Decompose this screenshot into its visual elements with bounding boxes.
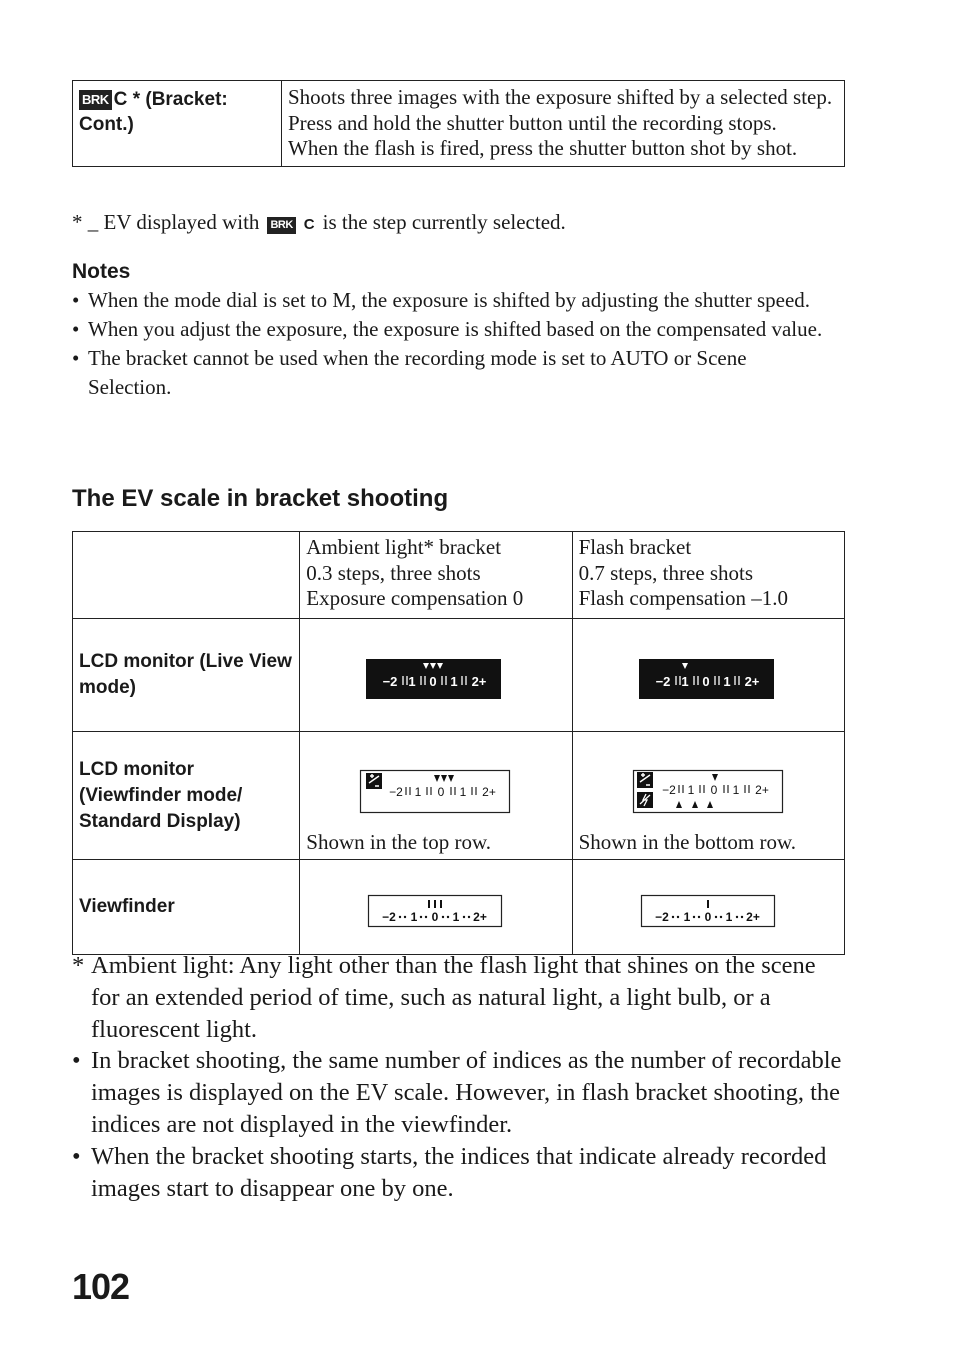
bracket-mode-description xyxy=(282,81,845,167)
ambient-light-footnote-text: Ambient light: Any light other than the flash light that shines on the scene for an extended period of time, such as natural light, a light bulb, or a fluorescent light. xyxy=(91,952,816,1043)
ambient-lcd-viewfinder-cell xyxy=(300,732,572,860)
scale-label: 1 xyxy=(725,910,732,924)
desc-line: Shoots three images with the exposure shifted by a selected step. xyxy=(288,85,833,109)
ambient-header-line: Exposure compensation 0 xyxy=(306,586,524,610)
flash-lcd-live-cell xyxy=(572,619,844,732)
bracket-mode-label: * (Bracket: Cont.) xyxy=(79,89,228,135)
scale-indices xyxy=(434,775,454,782)
scale-indices xyxy=(423,663,443,669)
page-number: 102 xyxy=(72,1266,130,1307)
scale-label: −2 xyxy=(661,783,676,797)
bottom-note-item xyxy=(72,1045,847,1140)
bracket-mode-label-cell xyxy=(73,81,282,167)
ev-scale-viewfinder-ambient xyxy=(300,860,571,948)
bottom-note-text: In bracket shooting, the same number of indices as the number of recordable images is displayed on the EV scale. However, in flash bracket shooting, the indices are not displayed in the viewfinder. xyxy=(91,1047,842,1138)
flash-lcd-viewfinder-cell xyxy=(572,732,844,860)
scale-label: 2+ xyxy=(754,783,769,797)
ev-scale-lcd-live-ambient xyxy=(300,619,571,725)
bottom-note-text: When the bracket shooting starts, the indices that indicate already recorded images start to disappear one by one. xyxy=(91,1142,827,1202)
scale-label: 1 xyxy=(687,783,694,797)
note-item: • When the mode dial is set to M, the exposure is shifted by adjusting the shutter speed. xyxy=(72,286,832,315)
scale-label: 0 xyxy=(437,785,445,799)
bottom-notes-list xyxy=(72,950,847,1204)
ambient-light-footnote xyxy=(72,950,847,1045)
brk-icon: BRK xyxy=(79,90,112,110)
flash-header-line: Flash bracket xyxy=(578,535,692,559)
scale-label: 1 xyxy=(452,910,460,924)
ev-table-corner xyxy=(73,532,300,619)
scale-label: 0 xyxy=(429,674,437,689)
flash-header xyxy=(572,532,844,619)
ambient-header xyxy=(300,532,572,619)
scale-label: 1 xyxy=(681,674,689,689)
scale-label: −2 xyxy=(389,785,404,799)
flash-header-line: Flash compensation –1.0 xyxy=(578,586,789,610)
scale-label: 2+ xyxy=(473,910,488,924)
ev-table-header-row xyxy=(73,532,845,619)
scale-label: 1 xyxy=(683,910,690,924)
section-heading: The EV scale in bracket shooting xyxy=(72,485,449,512)
bottom-note-item xyxy=(72,1141,847,1205)
desc-line: Press and hold the shutter button until the recording stops. xyxy=(288,110,777,135)
notes-heading: Notes xyxy=(72,260,131,283)
scale-label: 1 xyxy=(459,785,467,799)
ev-scale-viewfinder-flash xyxy=(573,860,846,948)
note-item: • The bracket cannot be used when the recording mode is set to AUTO or Scene Selection. xyxy=(72,344,832,402)
row-label-lcd-live: LCD monitor (Live View mode) xyxy=(73,619,300,732)
ambient-lcd-live-cell xyxy=(300,619,572,732)
ev-row-lcd-live xyxy=(73,619,845,732)
ambient-header-line: 0.3 steps, three shots xyxy=(306,560,481,585)
ambient-header-line: Ambient light* bracket xyxy=(306,535,502,559)
footnote-before: * _ EV displayed with xyxy=(72,210,260,234)
scale-label: 0 xyxy=(702,674,710,689)
notes-list xyxy=(72,286,832,402)
scale-label: −2 xyxy=(382,674,398,689)
scale-label: −2 xyxy=(382,910,397,924)
ev-scale-table xyxy=(72,531,845,955)
bracket-mode-table xyxy=(72,80,845,167)
scale-label: 1 xyxy=(450,674,458,689)
scale-label: 1 xyxy=(723,674,731,689)
row-label-viewfinder: Viewfinder xyxy=(73,860,300,955)
scale-label: −2 xyxy=(655,674,671,689)
bottom-row-note: Shown in the bottom row. xyxy=(578,829,797,854)
brk-suffix-small: C xyxy=(303,216,315,233)
bracket-mode-suffix: C xyxy=(113,89,128,110)
note-item: • When you adjust the exposure, the exposure is shifted based on the compensated value. xyxy=(72,315,832,344)
scale-label: 2+ xyxy=(482,785,497,799)
brk-icon-small: BRK xyxy=(267,217,295,234)
ev-row-lcd-viewfinder xyxy=(73,732,845,860)
footnote xyxy=(72,209,566,238)
scale-label: 2+ xyxy=(744,674,760,689)
flash-header-line: 0.7 steps, three shots xyxy=(578,560,754,585)
ev-row-viewfinder xyxy=(73,860,845,955)
scale-label: 0 xyxy=(704,910,711,924)
top-row-note: Shown in the top row. xyxy=(306,829,491,854)
row-label-lcd-viewfinder: LCD monitor (Viewfinder mode/ Standard Display) xyxy=(73,732,300,860)
scale-label: 1 xyxy=(414,785,422,799)
scale-label: 2+ xyxy=(471,674,487,689)
scale-label: 1 xyxy=(408,674,416,689)
scale-label: 2+ xyxy=(745,910,760,924)
footnote-after: is the step currently selected. xyxy=(322,210,566,234)
desc-line: When the flash is fired, press the shutter button shot by shot. xyxy=(288,136,798,160)
scale-label: 0 xyxy=(431,910,439,924)
flash-viewfinder-cell xyxy=(572,860,844,955)
ambient-viewfinder-cell xyxy=(300,860,572,955)
scale-label: 1 xyxy=(410,910,418,924)
ev-scale-lcd-live-flash xyxy=(573,619,846,725)
scale-label: −2 xyxy=(654,910,669,924)
bracket-mode-row xyxy=(73,81,845,167)
scale-label: 1 xyxy=(732,783,739,797)
scale-label: 0 xyxy=(710,783,717,797)
